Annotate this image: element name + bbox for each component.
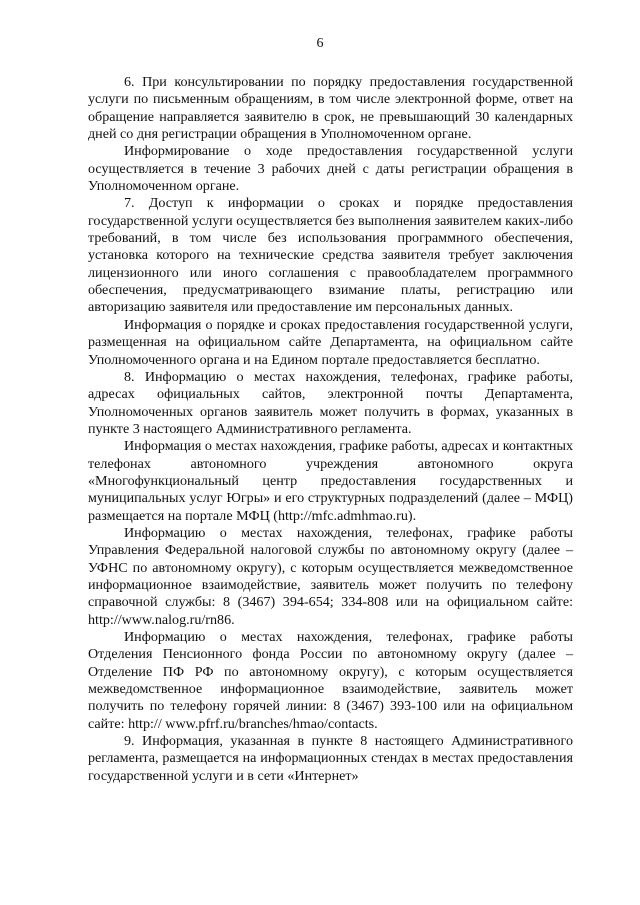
paragraph-info-free: Информация о порядке и сроках предоставления государственной услуги, размещенная на официальном сайте Департамента, на официальном сайте Уполномоченного органа и на Едином портале предоставляется бесплатно. [88, 316, 573, 368]
paragraph-item-8: 8. Информацию о местах нахождения, телефонах, графике работы, адресах официальных сайтов, электронной почты Департамента, Уполномоченных органов заявитель может получить в формах, указанных в пункте 3 настоящего Административного регламента. [88, 368, 573, 437]
paragraph-pfr-info: Информацию о местах нахождения, телефонах, графике работы Отделения Пенсионного фонда России по автономному округу (далее – Отделение ПФ РФ по автономному округу), с которым осуществляется межведомственное информационное взаимодействие, заявитель может получить по телефону горячей линии: 8 (3467) 393-100 или на официальном сайте: http:// www.pfrf.ru/branches/hmao/contacts. [88, 629, 573, 732]
paragraph-mfc-info: Информация о местах нахождения, графике работы, адресах и контактных телефонах автономного учреждения автономного округа «Многофункциональный центр предоставления государственных и муниципальных услуг Югры» и его структурных подразделений (далее – МФЦ) размещается на портале МФЦ (http://mfc.admhmao.ru). [88, 438, 573, 524]
paragraph-item-9: 9. Информация, указанная в пункте 8 настоящего Административного регламента, размещается на информационных стендах в местах предоставления государственной услуги и в сети «Интернет» [88, 733, 573, 784]
paragraph-ufns-info: Информацию о местах нахождения, телефонах, графике работы Управления Федеральной налоговой службы по автономному округу (далее – УФНС по автономному округу), с которым осуществляется межведомственное информационное взаимодействие, заявитель может получить по телефону справочной службы: 8 (3467) 394-654; 334-808 или на официальном сайте: http://www.nalog.ru/rn86. [88, 524, 573, 628]
document-body [88, 74, 573, 785]
paragraph-item-7: 7. Доступ к информации о сроках и порядке предоставления государственной услуги осуществляется без выполнения заявителем каких-либо требований, в том числе без использования программного обеспечения, установка которого на технические средства заявителя требует заключения лицензионного или иного соглашения с правообладателем программного обеспечения, предусматривающего взимание платы, регистрацию или авторизацию заявителя или предоставление им персональных данных. [88, 195, 573, 316]
paragraph-item-6: 6. При консультировании по порядку предоставления государственной услуги по письменным обращениям, в том числе электронной форме, ответ на обращение направляется заявителю в срок, не превышающий 30 календарных дней со дня регистрации обращения в Уполномоченном органе. [88, 74, 573, 143]
page-number: 6 [316, 36, 324, 51]
paragraph-informing-progress: Информирование о ходе предоставления государственной услуги осуществляется в течение 3 рабочих дней с даты регистрации обращения в Уполномоченном органе. [88, 143, 573, 195]
